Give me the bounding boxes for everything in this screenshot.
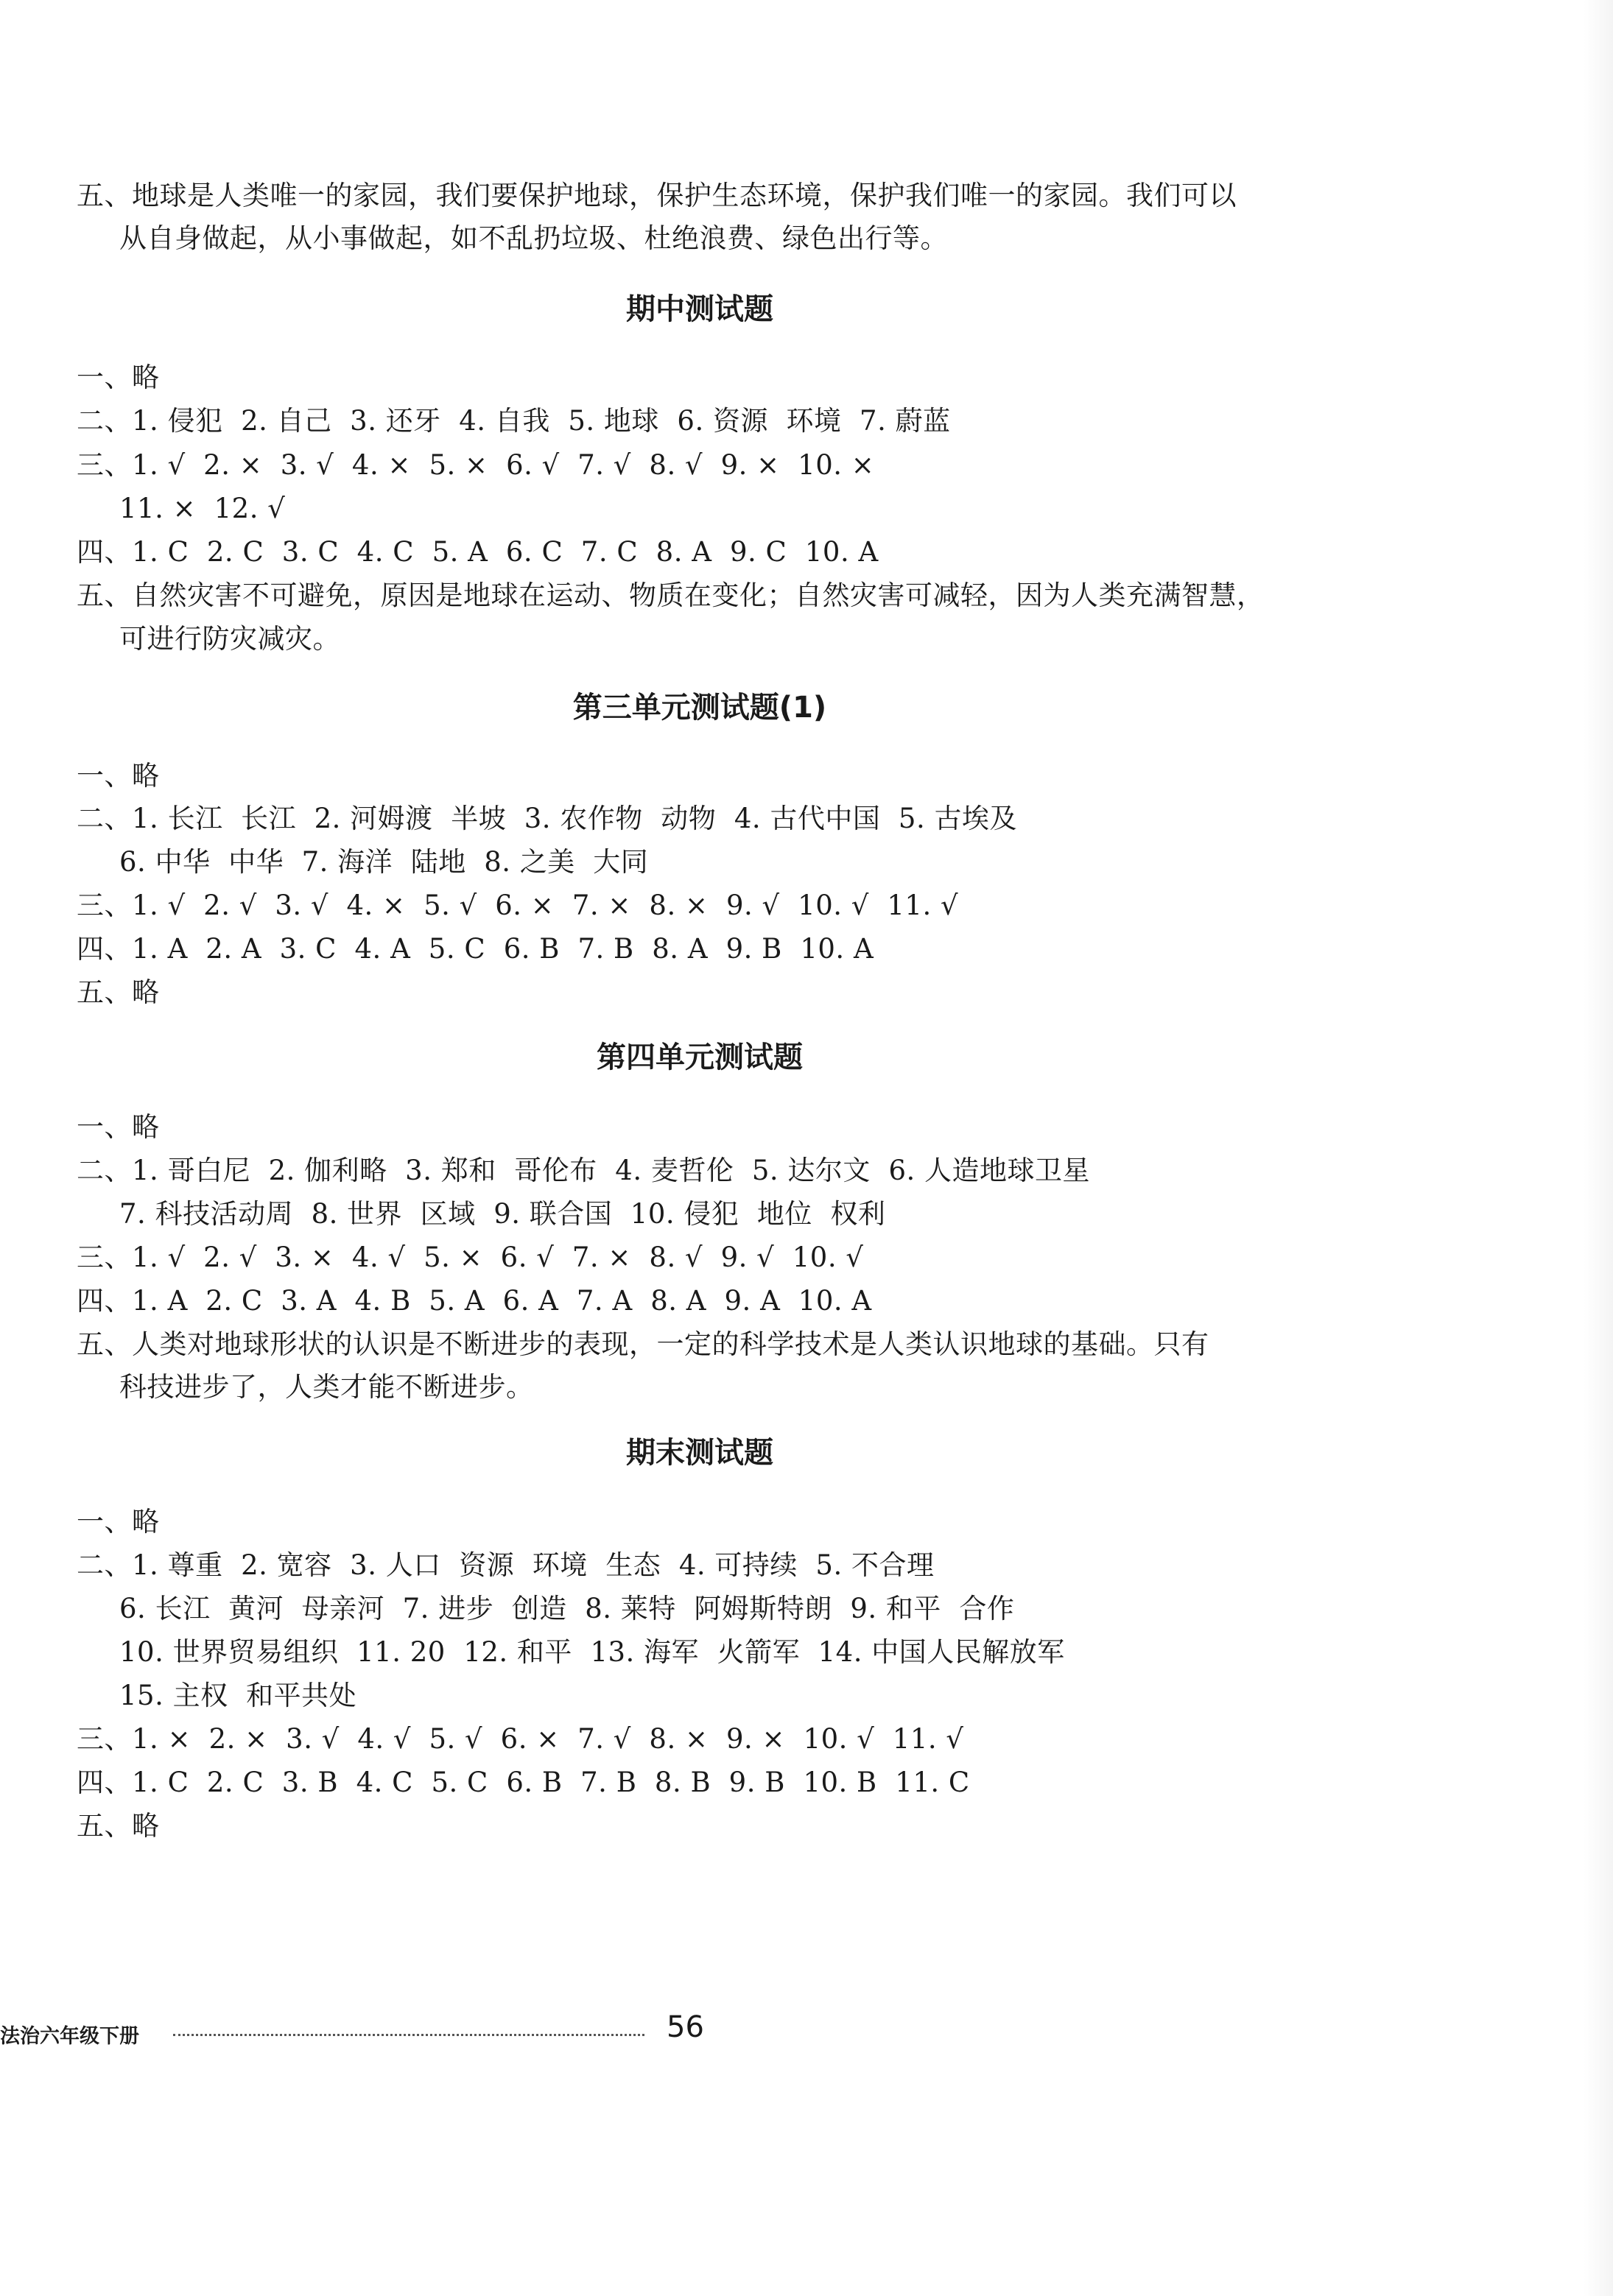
- answer-line: 一、略: [77, 760, 160, 792]
- answer-line: 6. 中华 中华 7. 海洋 陆地 8. 之美 大同: [119, 846, 649, 878]
- answer-line: 11. × 12. √: [119, 493, 286, 524]
- answer-line: 五、略: [77, 1810, 160, 1842]
- answer-line: 科技进步了，人类才能不断进步。: [119, 1371, 534, 1403]
- answer-line: 五、略: [77, 976, 160, 1008]
- answer-line: 15. 主权 和平共处: [119, 1680, 357, 1711]
- answer-line: 二、1. 哥白尼 2. 伽利略 3. 郑和 哥伦布 4. 麦哲伦 5. 达尔文 6. 人造地球卫星: [77, 1155, 1091, 1186]
- answer-line: 三、1. √ 2. × 3. √ 4. × 5. × 6. √ 7. √ 8. √ 9. × 10. ×: [77, 449, 875, 481]
- answer-line: 二、1. 长江 长江 2. 河姆渡 半坡 3. 农作物 动物 4. 古代中国 5. 古埃及: [77, 803, 1017, 834]
- answer-line: 6. 长江 黄河 母亲河 7. 进步 创造 8. 莱特 阿姆斯特朗 9. 和平 合作: [119, 1593, 1015, 1624]
- answer-line: 五、人类对地球形状的认识是不断进步的表现，一定的科学技术是人类认识地球的基础。只有: [77, 1328, 1209, 1360]
- answer-line: 10. 世界贸易组织 11. 20 12. 和平 13. 海军 火箭军 14. 中国人民解放军: [119, 1636, 1065, 1668]
- answer-line: 四、1. C 2. C 3. C 4. C 5. A 6. C 7. C 8. A 9. C 10. A: [77, 536, 879, 568]
- answer-line: 五、地球是人类唯一的家园，我们要保护地球，保护生态环境，保护我们唯一的家园。我们可以: [77, 180, 1237, 211]
- section-title-unit3: 第三单元测试题(1): [572, 691, 827, 725]
- answer-line: 三、1. × 2. × 3. √ 4. √ 5. √ 6. × 7. √ 8. × 9. × 10. √ 11. √: [77, 1723, 964, 1755]
- answer-line: 三、1. √ 2. √ 3. √ 4. × 5. √ 6. × 7. × 8. × 9. √ 10. √ 11. √: [77, 890, 959, 921]
- footer-dotted-leader: [173, 2034, 644, 2036]
- answer-line: 一、略: [77, 1506, 160, 1538]
- answer-line: 四、1. C 2. C 3. B 4. C 5. C 6. B 7. B 8. B 9. B 10. B 11. C: [77, 1767, 970, 1798]
- answer-line: 五、自然灾害不可避免，原因是地球在运动、物质在变化；自然灾害可减轻，因为人类充满智慧，: [77, 580, 1265, 611]
- answer-line: 从自身做起，从小事做起，如不乱扔垃圾、杜绝浪费、绿色出行等。: [119, 222, 948, 254]
- answer-line: 一、略: [77, 362, 160, 393]
- footer-book-title: 法治六年级下册: [0, 2025, 139, 2048]
- answer-line: 可进行防灾减灾。: [119, 623, 340, 655]
- answer-line: 7. 科技活动周 8. 世界 区域 9. 联合国 10. 侵犯 地位 权利: [119, 1198, 886, 1230]
- answer-line: 二、1. 侵犯 2. 自己 3. 还牙 4. 自我 5. 地球 6. 资源 环境 7. 蔚蓝: [77, 405, 951, 437]
- answer-line: 四、1. A 2. C 3. A 4. B 5. A 6. A 7. A 8. A 9. A 10. A: [77, 1285, 872, 1317]
- page-edge-shadow: [1584, 0, 1613, 2296]
- page-number: 56: [667, 2010, 704, 2044]
- section-title-unit4: 第四单元测试题: [597, 1040, 803, 1074]
- answer-line: 一、略: [77, 1111, 160, 1143]
- section-title-final: 期末测试题: [626, 1436, 773, 1470]
- answer-line: 三、1. √ 2. √ 3. × 4. √ 5. × 6. √ 7. × 8. √ 9. √ 10. √: [77, 1242, 864, 1273]
- section-title-midterm: 期中测试题: [626, 292, 773, 326]
- answer-line: 二、1. 尊重 2. 宽容 3. 人口 资源 环境 生态 4. 可持续 5. 不合理: [77, 1549, 935, 1581]
- answer-line: 四、1. A 2. A 3. C 4. A 5. C 6. B 7. B 8. A 9. B 10. A: [77, 933, 874, 965]
